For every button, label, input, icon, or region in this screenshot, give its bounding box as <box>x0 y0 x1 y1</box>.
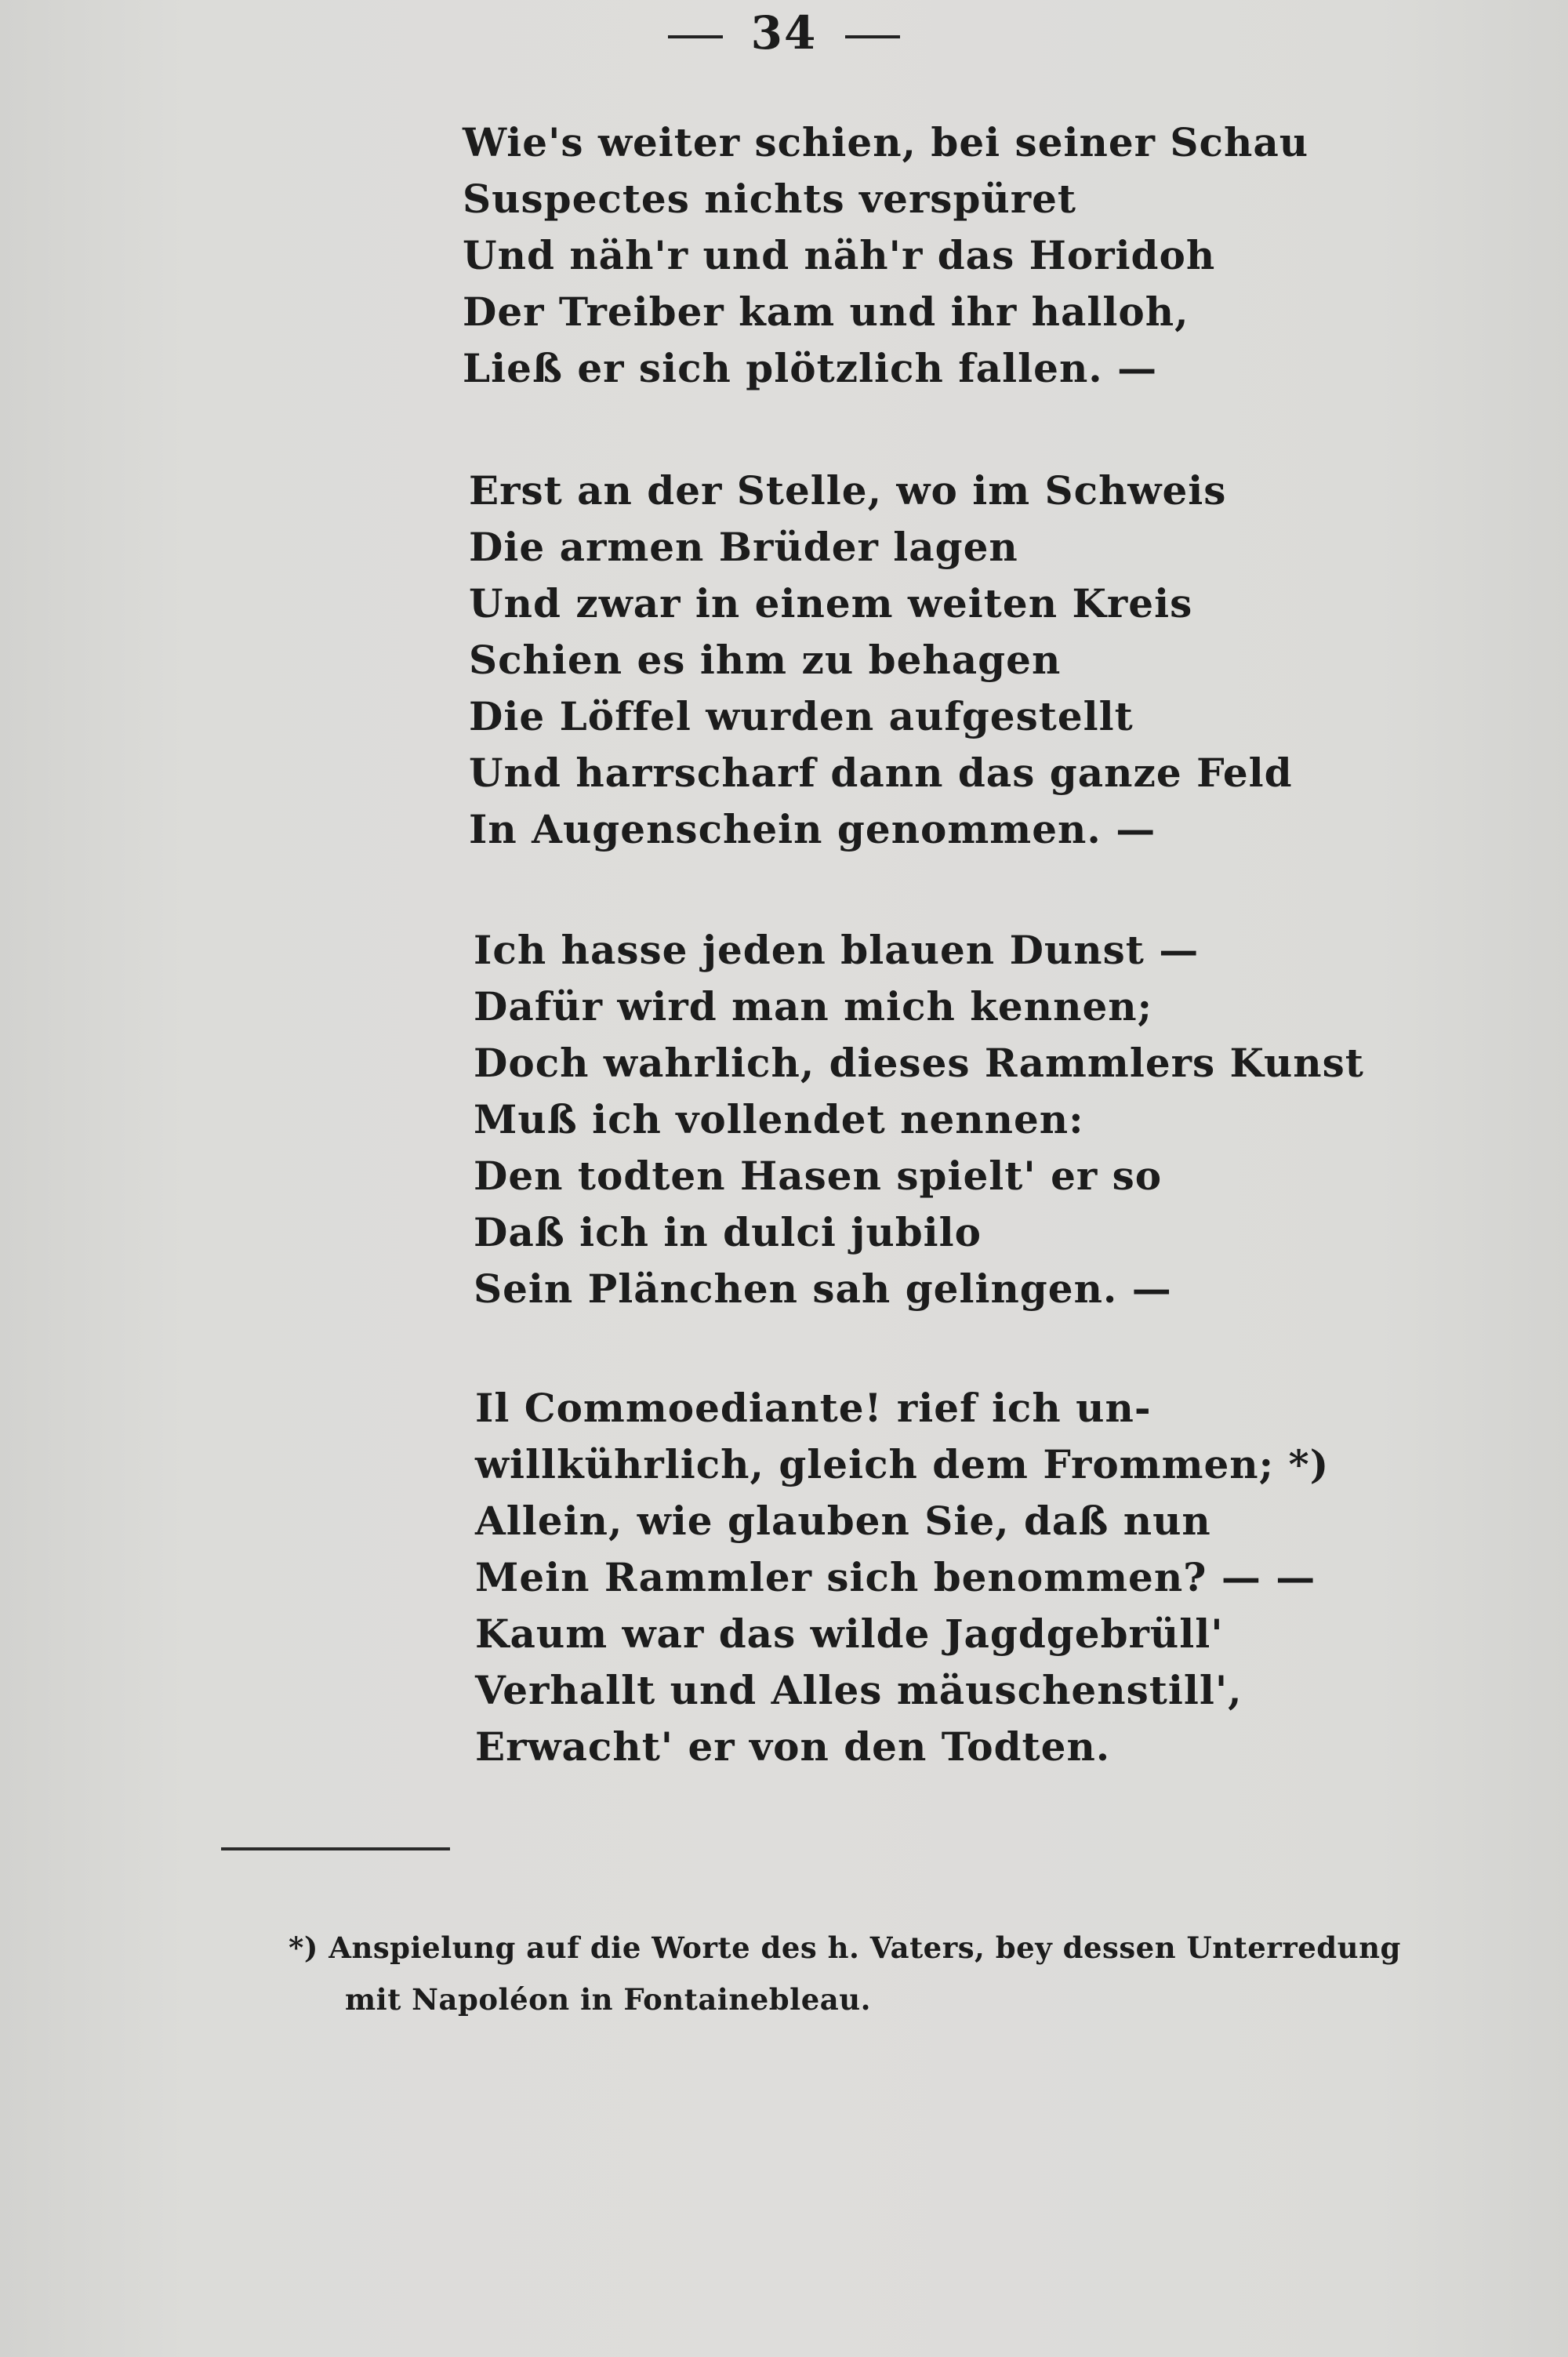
footnote-line-1: *) Anspielung auf die Worte des h. Vaters, bey dessen Unterredung <box>289 1930 1401 1965</box>
stanza-3-line-5: Den todten Hasen spielt' er so <box>474 1153 1163 1199</box>
page-number-value: 34 <box>750 6 818 60</box>
stanza-3-line-1: Ich hasse jeden blauen Dunst — <box>474 927 1200 973</box>
stanza-1-line-2: Suspectes nichts verspüret <box>463 176 1077 222</box>
stanza-3-line-2: Dafür wird man mich kennen; <box>474 983 1153 1030</box>
stanza-3-line-3: Doch wahrlich, dieses Rammlers Kunst <box>474 1040 1364 1086</box>
stanza-1-line-3: Und näh'r und näh'r das Horidoh <box>463 232 1216 278</box>
page-number-dash-left <box>668 35 723 38</box>
stanza-3-line-4: Muß ich vollendet nennen: <box>474 1096 1084 1142</box>
stanza-1-line-5: Ließ er sich plötzlich fallen. — <box>463 345 1158 391</box>
stanza-1-line-1: Wie's weiter schien, bei seiner Schau <box>463 119 1309 165</box>
stanza-2-line-6: Und harrscharf dann das ganze Feld <box>469 750 1293 796</box>
stanza-4-line-2: willkührlich, gleich dem Frommen; *) <box>475 1441 1330 1487</box>
page-number <box>0 6 1568 60</box>
page-number-dash-right <box>845 35 900 38</box>
stanza-4-line-4: Mein Rammler sich benommen? — — <box>475 1554 1316 1600</box>
stanza-2-line-5: Die Löffel wurden aufgestellt <box>469 693 1134 739</box>
stanza-4-line-7: Erwacht' er von den Todten. <box>475 1723 1111 1770</box>
footnote-rule <box>221 1847 450 1850</box>
stanza-3-line-6: Daß ich in dulci jubilo <box>474 1209 982 1255</box>
stanza-2-line-4: Schien es ihm zu behagen <box>469 637 1062 683</box>
footnote-line-2: mit Napoléon in Fontainebleau. <box>345 1982 872 2017</box>
stanza-4-line-5: Kaum war das wilde Jagdgebrüll' <box>475 1611 1224 1657</box>
stanza-3-line-7: Sein Plänchen sah gelingen. — <box>474 1266 1172 1312</box>
stanza-2-line-7: In Augenschein genommen. — <box>469 806 1156 852</box>
stanza-2-line-3: Und zwar in einem weiten Kreis <box>469 580 1193 626</box>
stanza-2-line-2: Die armen Brüder lagen <box>469 524 1018 570</box>
stanza-4-line-1: Il Commoediante! rief ich un- <box>475 1385 1152 1431</box>
stanza-1-line-4: Der Treiber kam und ihr halloh, <box>463 289 1189 335</box>
stanza-4-line-3: Allein, wie glauben Sie, daß nun <box>475 1498 1211 1544</box>
stanza-2-line-1: Erst an der Stelle, wo im Schweis <box>469 467 1227 514</box>
stanza-4-line-6: Verhallt und Alles mäuschenstill', <box>475 1667 1243 1713</box>
